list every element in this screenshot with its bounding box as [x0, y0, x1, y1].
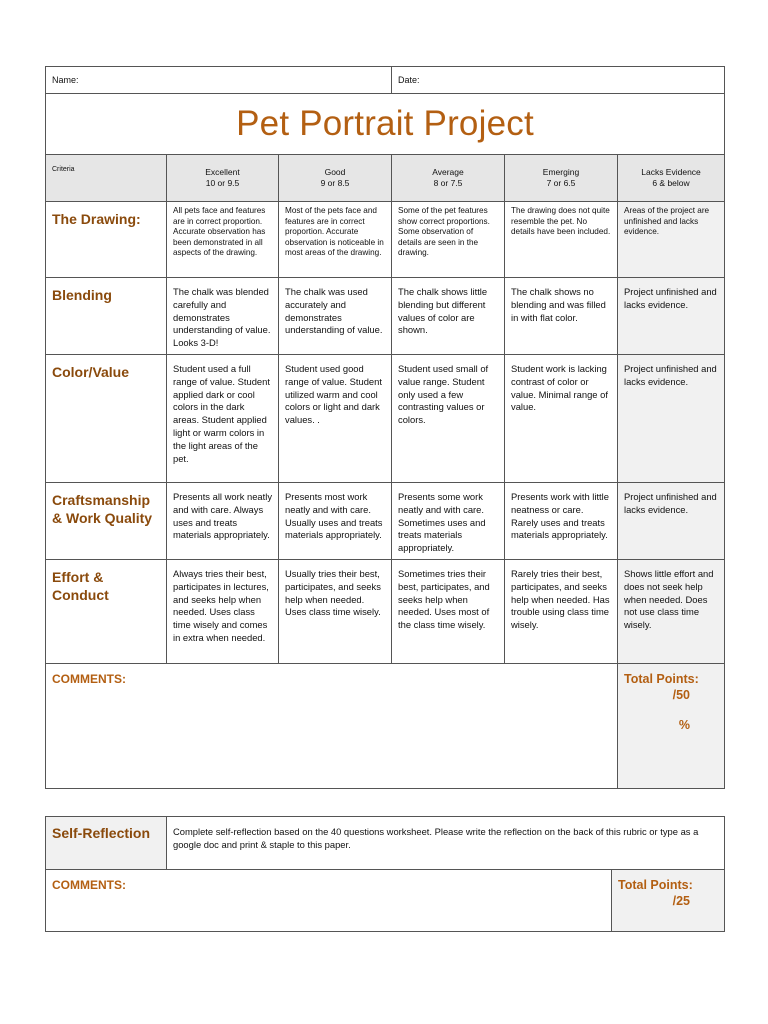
rubric-cell: Usually tries their best, participates, and seeks help when needed. Uses class time wisely. — [279, 560, 392, 664]
rubric-cell: Presents work with little neatness or care. Rarely uses and treats materials appropriately. — [505, 483, 618, 560]
self-reflection-comments-field[interactable] — [46, 870, 612, 932]
level-excellent — [167, 155, 279, 202]
total-percent: % — [678, 718, 691, 732]
rubric-cell: Student used good range of value. Student utilized warm and cool colors or light and dark values. . — [279, 355, 392, 483]
rubric-cell: The chalk was used accurately and demonstrates understanding of value. — [279, 278, 392, 355]
rubric-cell: Presents some work neatly and with care. Sometimes uses and treats materials appropriately. — [392, 483, 505, 560]
rubric-row-color-value — [46, 355, 725, 483]
rubric-cell: Sometimes tries their best, participates, and seeks help when needed. Uses most of the class time wisely. — [392, 560, 505, 664]
title-cell — [46, 94, 725, 155]
rubric-cell: All pets face and features are in correct proportion. Accurate observation has been demonstrated in all aspects of the drawing. — [167, 202, 279, 278]
date-field[interactable] — [392, 67, 725, 94]
rubric-cell: Project unfinished and lacks evidence. — [618, 355, 725, 483]
name-field[interactable] — [46, 67, 392, 94]
rubric-cell: Shows little effort and does not seek help when needed. Does not use class time wisely. — [618, 560, 725, 664]
rubric-cell: Presents all work neatly and with care. Always uses and treats materials appropriately. — [167, 483, 279, 560]
level-name: Lacks Evidence — [641, 167, 701, 177]
page-title: Pet Portrait Project — [236, 104, 534, 143]
total-points-cell[interactable] — [618, 664, 725, 789]
criteria-header: Criteria — [46, 155, 167, 202]
rubric-cell: The drawing does not quite resemble the pet. No details have been included. — [505, 202, 618, 278]
level-points: 6 & below — [652, 178, 690, 188]
comments-field[interactable] — [46, 664, 618, 789]
level-name: Average — [432, 167, 464, 177]
rubric-cell: Presents most work neatly and with care. Usually uses and treats materials appropriately. — [279, 483, 392, 560]
level-lacks-evidence — [618, 155, 725, 202]
comments-label: COMMENTS: — [52, 672, 126, 686]
rubric-cell: Some of the pet features show correct proportions. Some observation of details are seen in the drawing. — [392, 202, 505, 278]
rubric-row-craftsmanship — [46, 483, 725, 560]
total-points-label: Total Points: — [618, 878, 693, 892]
date-label: Date: — [398, 75, 420, 85]
self-reflection-total-cell[interactable] — [612, 870, 725, 932]
rubric-cell: The chalk shows no blending and was filled in with flat color. — [505, 278, 618, 355]
level-name: Excellent — [205, 167, 240, 177]
rubric-cell: Student used small of value range. Student only used a few contrasting values or colors. — [392, 355, 505, 483]
rubric-cell: Project unfinished and lacks evidence. — [618, 483, 725, 560]
criterion-name: Craftsmanship & Work Quality — [46, 483, 167, 560]
rubric-cell: Areas of the project are unfinished and lacks evidence. — [618, 202, 725, 278]
level-good — [279, 155, 392, 202]
rubric-cell: Rarely tries their best, participates, and seeks help when needed. Has trouble using class time wisely. — [505, 560, 618, 664]
level-points: 7 or 6.5 — [546, 178, 576, 188]
self-reflection-table — [45, 816, 725, 932]
level-name: Good — [324, 167, 346, 177]
level-points: 8 or 7.5 — [433, 178, 463, 188]
rubric-row-effort-conduct — [46, 560, 725, 664]
comments-row — [46, 664, 725, 789]
rubric-row-drawing — [46, 202, 725, 278]
rubric-cell: Most of the pets face and features are in correct proportion. Accurate observation is noticeable in most areas of the drawing. — [279, 202, 392, 278]
level-average — [392, 155, 505, 202]
criterion-name: Color/Value — [46, 355, 167, 483]
self-reflection-instructions: Complete self-reflection based on the 40 questions worksheet. Please write the reflection on the back of this rubric or type as a google doc and print & staple to this paper. — [167, 817, 725, 870]
total-points-out-of: /50 — [672, 688, 691, 702]
name-label: Name: — [52, 75, 79, 85]
header-row — [46, 67, 725, 94]
criterion-name: Blending — [46, 278, 167, 355]
self-reflection-comments-row — [46, 870, 725, 932]
level-points: 10 or 9.5 — [205, 178, 240, 188]
criterion-name: The Drawing: — [46, 202, 167, 278]
title-row — [46, 94, 725, 155]
self-reflection-title: Self-Reflection — [46, 817, 167, 870]
rubric-cell: Student work is lacking contrast of color or value. Minimal range of value. — [505, 355, 618, 483]
total-points-label: Total Points: — [624, 672, 699, 686]
rubric-cell: Student used a full range of value. Student applied dark or cool colors in the dark areas. Student applied light or warm colors in the light areas of the pet. — [167, 355, 279, 483]
self-reflection-row — [46, 817, 725, 870]
rubric-cell: The chalk shows little blending but different values of color are shown. — [392, 278, 505, 355]
rubric-table — [45, 66, 725, 789]
comments-label: COMMENTS: — [52, 878, 126, 892]
total-points-out-of: /25 — [672, 894, 690, 908]
rubric-cell: The chalk was blended carefully and demonstrates understanding of value. Looks 3-D! — [167, 278, 279, 355]
level-name: Emerging — [542, 167, 580, 177]
rubric-cell: Always tries their best, participates in lectures, and seeks help when needed. Uses class time wisely and comes in extra when needed. — [167, 560, 279, 664]
level-emerging — [505, 155, 618, 202]
rubric-cell: Project unfinished and lacks evidence. — [618, 278, 725, 355]
levels-header-row — [46, 155, 725, 202]
criterion-name: Effort & Conduct — [46, 560, 167, 664]
level-points: 9 or 8.5 — [320, 178, 350, 188]
rubric-row-blending — [46, 278, 725, 355]
